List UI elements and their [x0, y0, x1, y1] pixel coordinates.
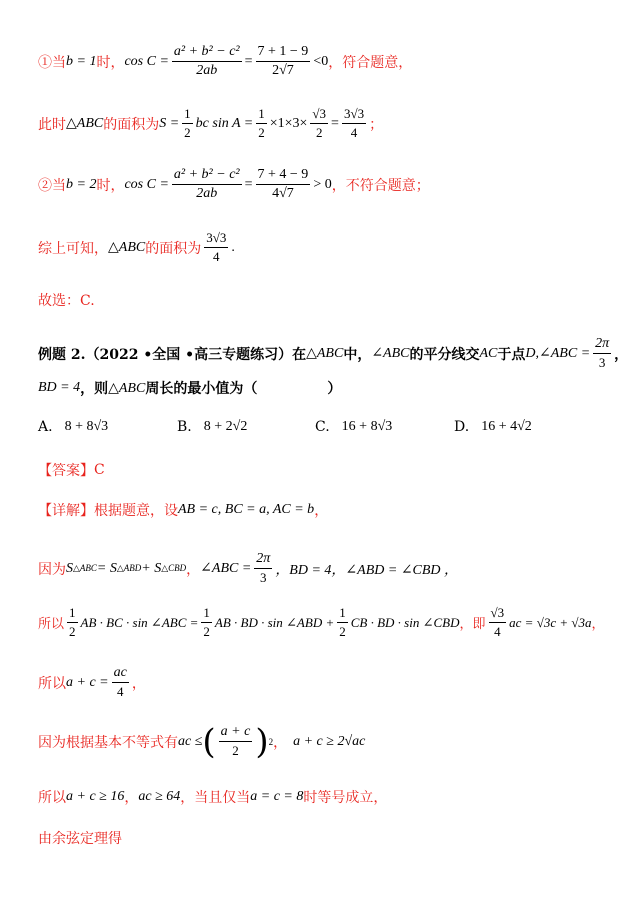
so3-lead: 所以 [38, 790, 66, 806]
case1-eq: = [244, 53, 253, 69]
because1-tail: ，∠ABD = ∠CBD ， [331, 562, 459, 578]
choice-d-val: 16 + 4√2 [481, 419, 532, 434]
because1-sep: ， [186, 561, 201, 578]
so1-fa-num: 1 [67, 605, 78, 623]
so1-e4: ac = √3c + √3a [509, 614, 592, 630]
case1-shi: 时， [96, 54, 125, 71]
so1-e2: AB · BD · sin ∠ABD + [214, 614, 335, 630]
area1-bcsin: bc sin A = [195, 115, 254, 131]
so2-expr: a + c = [66, 674, 109, 690]
summary-lead: 综上可知， [38, 240, 108, 257]
so2-frac-num: ac [112, 665, 129, 683]
case1-frac1-den: 2ab [196, 63, 218, 78]
case1-cos: cos C = [124, 53, 169, 69]
ineq-frac-num: a + c [219, 724, 253, 742]
example2-label: 例题 2.（2022 •全国 •高三专题练习）在 [38, 346, 307, 363]
case1-cond: b = 1 [66, 53, 97, 69]
so1-fc-den: 2 [339, 624, 346, 639]
so1-fd-num: √3 [489, 605, 507, 623]
because1-sub3: △CBD [161, 563, 187, 573]
case1-frac1 [172, 44, 242, 79]
area1-fracB-num: 1 [256, 106, 267, 124]
cosine-text: 由余弦定理得 [38, 831, 122, 847]
case2-line [38, 167, 622, 202]
detail-text: 根据题意，设 [94, 503, 178, 519]
ineq-frac [219, 724, 253, 759]
so3-e1: a + c ≥ 16 [66, 789, 125, 804]
because1-eq: = S [96, 560, 117, 576]
case2-frac1-num: a² + b² − c² [172, 167, 242, 185]
case2-frac1 [172, 167, 242, 202]
so1-fa [67, 605, 78, 640]
case1-frac2-num: 7 + 1 − 9 [256, 44, 311, 62]
ineq-lparen: ( [202, 721, 216, 762]
detail-line [38, 500, 622, 520]
example2-line2-tail: 周长的最小值为（ [145, 381, 258, 397]
choice-a-key: A. [38, 419, 53, 435]
case2-frac2 [256, 167, 311, 202]
case1-tail: ，符合题意， [328, 54, 413, 71]
area1-tail: ； [369, 116, 384, 133]
area1-fracD-den: 4 [350, 125, 358, 140]
area1-fracA-num: 1 [182, 106, 193, 124]
ineq-expr2: a + c ≥ 2√ac [293, 733, 366, 749]
case2-cos: cos C = [124, 176, 169, 192]
summary-tri: △ABC [108, 240, 146, 255]
area1-fracD [342, 106, 366, 141]
choice-c [315, 419, 392, 435]
area1-times: ×1×3× [269, 115, 308, 131]
case1-rel: <0 [313, 53, 329, 69]
example2-mid3: 于点 [497, 346, 526, 363]
so1-mid: ，即 [459, 617, 486, 632]
so1-fd-den: 4 [494, 624, 501, 639]
case2-cond: b = 2 [66, 176, 97, 192]
example2-mid: 中， [343, 346, 372, 363]
so3-line [38, 787, 622, 807]
area1-fracA [182, 106, 193, 141]
example2-comma: ， [614, 346, 629, 363]
so1-e1: AB · BC · sin ∠ABC = [80, 614, 199, 630]
ineq-line [38, 721, 622, 762]
so2-lead: 所以 [38, 675, 66, 692]
case2-marker: ②当 [38, 177, 66, 194]
example2-bd: BD = 4 [38, 380, 81, 395]
case1-marker: ①当 [38, 54, 66, 71]
detail-tag: 【详解】 [38, 503, 94, 519]
case2-frac2-den: 4√7 [272, 186, 294, 201]
so2-line [38, 665, 622, 700]
summary-frac-num: 3√3 [204, 230, 228, 248]
because1-frac [254, 551, 272, 586]
example2-d: D, [525, 345, 540, 361]
so1-tail: ， [591, 617, 605, 632]
area1-fracC [310, 106, 328, 141]
so2-frac [112, 665, 129, 700]
so3-sep: ， [124, 790, 139, 806]
so1-fd [489, 605, 507, 640]
because1-lead: 因为 [38, 561, 66, 578]
summary-frac-den: 4 [213, 249, 220, 264]
area1-fracC-den: 2 [315, 125, 323, 140]
so1-lead: 所以 [38, 617, 65, 632]
case2-frac2-num: 7 + 4 − 9 [256, 167, 311, 185]
example2-line2-tri: △ABC [108, 380, 146, 396]
case1-frac1-num: a² + b² − c² [172, 44, 242, 62]
ineq-rparen: ) [255, 721, 269, 762]
ineq-lead: 因为根据基本不等式有 [38, 734, 178, 751]
ineq-pow: 2 [268, 736, 274, 747]
summary-line [38, 230, 622, 265]
case2-shi: 时， [96, 177, 125, 194]
choice-d-key: D. [454, 419, 470, 435]
case2-frac1-den: 2ab [196, 186, 218, 201]
area1-fracB-den: 2 [258, 125, 265, 140]
summary-frac [204, 230, 228, 265]
case2-tail: ，不符合题意； [331, 177, 430, 194]
answer-tag: 【答案】 [38, 463, 94, 479]
choice-b-key: B. [177, 419, 192, 435]
example2-angle2: ∠ABC = [539, 346, 591, 361]
answer-line [38, 460, 622, 480]
choose1-text: 故选：C. [38, 293, 95, 309]
because1-line [38, 551, 622, 586]
so1-e3: CB · BD · sin ∠CBD [350, 614, 460, 630]
example2-frac-den: 3 [598, 355, 606, 370]
area1-fracB [256, 106, 267, 141]
example2-line2 [38, 378, 622, 398]
case1-frac2-den: 2√7 [272, 63, 294, 78]
because1-frac-num: 2π [254, 551, 272, 569]
choice-d [454, 419, 532, 435]
summary-tail: . [231, 239, 235, 255]
detail-tail: ， [314, 503, 329, 519]
example2-line2-mid: ，则 [80, 381, 109, 397]
area1-lead: 此时 [38, 116, 66, 133]
example2-frac-num: 2π [593, 336, 611, 354]
choice-c-key: C. [315, 419, 330, 435]
case2-rel: > 0 [313, 176, 332, 192]
case1-line [38, 44, 622, 79]
because1-bd: ，BD = 4 [275, 562, 332, 578]
summary-mid: 的面积为 [145, 240, 202, 257]
choice-a [38, 419, 108, 435]
so2-tail: ， [131, 675, 146, 692]
choice-c-val: 16 + 8√3 [341, 419, 393, 434]
detail-expr: AB = c, BC = a, AC = b [178, 502, 315, 517]
example2-angle: ∠ABC [371, 346, 410, 361]
example2-line2-close: ） [327, 381, 342, 397]
so1-fb [201, 605, 212, 640]
so1-fa-den: 2 [69, 624, 76, 639]
because1-s: S [66, 560, 73, 576]
because1-sub2: △ABD [116, 563, 142, 573]
so3-mid: ，当且仅当 [180, 790, 251, 806]
so1-fb-den: 2 [203, 624, 210, 639]
because1-angle: ∠ABC = [200, 561, 252, 576]
choice-b-val: 8 + 2√2 [203, 419, 248, 434]
so1-fb-num: 1 [201, 605, 212, 623]
choose1-line [38, 290, 622, 310]
so2-frac-den: 4 [116, 684, 124, 699]
answer-val: C [94, 462, 105, 478]
because1-plus: + S [141, 560, 162, 576]
so1-fc [337, 605, 348, 640]
so3-e3: a = c = 8 [250, 789, 304, 804]
example2-tri: △ABC [306, 346, 344, 361]
because1-sub1: △ABC [73, 563, 97, 573]
example2-line1 [38, 336, 629, 371]
so1-line [38, 605, 622, 640]
because1-frac-den: 3 [260, 570, 267, 585]
area1-fracD-num: 3√3 [342, 106, 366, 124]
area1-s: S = [159, 115, 180, 131]
area1-eq: = [331, 115, 339, 131]
case1-frac2 [256, 44, 311, 79]
so3-tail: 时等号成立， [303, 790, 388, 806]
example2-frac [593, 336, 611, 371]
choice-b [177, 419, 247, 435]
area1-tri: △ABC [66, 116, 104, 131]
so3-e2: ac ≥ 64 [138, 789, 181, 804]
choice-a-val: 8 + 8√3 [64, 419, 109, 434]
ineq-sep: ， [273, 734, 288, 751]
area1-line [38, 106, 622, 141]
area1-fracC-num: √3 [310, 106, 328, 124]
so1-fc-num: 1 [337, 605, 348, 623]
ineq-frac-den: 2 [232, 743, 239, 758]
cosine-line [38, 828, 622, 848]
case2-eq: = [244, 176, 253, 192]
example2-ac: AC [479, 345, 498, 361]
area1-fracA-den: 2 [184, 125, 191, 140]
example2-mid2: 的平分线交 [409, 346, 480, 363]
ineq-expr: ac ≤ [178, 733, 203, 749]
area1-mid: 的面积为 [103, 116, 160, 133]
